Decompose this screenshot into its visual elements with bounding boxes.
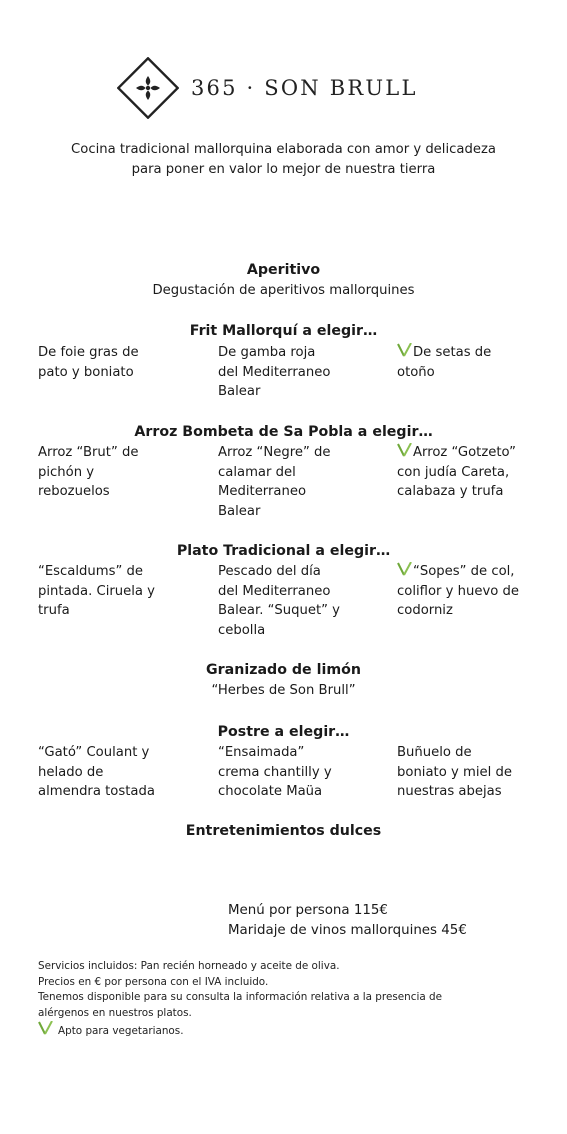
dish-option: “Escaldums” de pintada. Ciruela y trufa: [38, 564, 155, 618]
dish-option-label: “Sopes” de col, coliflor y huevo de codorniz: [397, 564, 520, 618]
dish-option-vegetarian: [397, 562, 547, 621]
brand-name: 365 · SON BRULL: [191, 76, 418, 100]
dish-option-vegetarian: [397, 343, 547, 382]
dish-option: Buñuelo de boniato y miel de nuestras abejas: [397, 745, 512, 799]
section-title-postre: Postre a elegir…: [217, 724, 350, 740]
dish-option-vegetarian: [397, 443, 547, 502]
leaf-icon: [38, 1021, 53, 1035]
footer-notes: [38, 959, 528, 1040]
section-title-arroz: Arroz Bombeta de Sa Pobla a elegir…: [134, 424, 433, 440]
dish-option: Arroz “Negre” de calamar del Mediterraneo Balear: [218, 445, 331, 519]
note-line: Precios en € por persona con el IVA incluido.: [38, 975, 269, 988]
dish-option: “Ensaimada” crema chantilly y chocolate Maüa: [218, 745, 332, 799]
dish-option: Arroz “Brut” de pichón y rebozuelos: [38, 445, 139, 499]
price-menu: Menú por persona 115€: [228, 903, 388, 918]
leaf-icon: [397, 343, 412, 357]
brand-logo: [117, 55, 418, 121]
section-text-granizado: “Herbes de Son Brull”: [211, 683, 356, 698]
dish-option: “Gató” Coulant y helado de almendra tostada: [38, 745, 155, 799]
section-title-entretenimientos: Entretenimientos dulces: [185, 823, 382, 839]
note-line: alérgenos en nuestros platos.: [38, 1006, 192, 1019]
price-maridaje: Maridaje de vinos mallorquines 45€: [228, 923, 467, 938]
dish-option-label: Arroz “Gotzeto” con judía Careta, calabaza y trufa: [397, 445, 516, 499]
section-text-aperitivo: Degustación de aperitivos mallorquines: [152, 283, 415, 298]
section-title-frit: Frit Mallorquí a elegir…: [189, 323, 378, 339]
dish-option-label: De setas de otoño: [397, 345, 492, 380]
note-line: Tenemos disponible para su consulta la información relativa a la presencia de: [38, 991, 442, 1004]
tagline: [30, 140, 537, 180]
tagline-line: para poner en valor lo mejor de nuestra tierra: [131, 162, 436, 177]
vegetarian-legend: [38, 1021, 528, 1040]
tagline-line: Cocina tradicional mallorquina elaborada con amor y delicadeza: [71, 142, 496, 157]
section-title-plato: Plato Tradicional a elegir…: [176, 543, 391, 559]
diamond-fleur-icon: [117, 57, 179, 119]
leaf-icon: [397, 562, 412, 576]
note-line: Servicios incluidos: Pan recién horneado y aceite de oliva.: [38, 960, 340, 972]
dish-option: De gamba roja del Mediterraneo Balear: [218, 345, 331, 399]
section-title-granizado: Granizado de limón: [206, 662, 361, 678]
dish-option: De foie gras de pato y boniato: [38, 345, 139, 380]
vegetarian-legend-label: Apto para vegetarianos.: [58, 1025, 184, 1038]
dish-option: Pescado del día del Mediterraneo Balear. “Suquet” y cebolla: [218, 564, 340, 638]
leaf-icon: [397, 443, 412, 457]
section-title-aperitivo: Aperitivo: [246, 262, 321, 278]
